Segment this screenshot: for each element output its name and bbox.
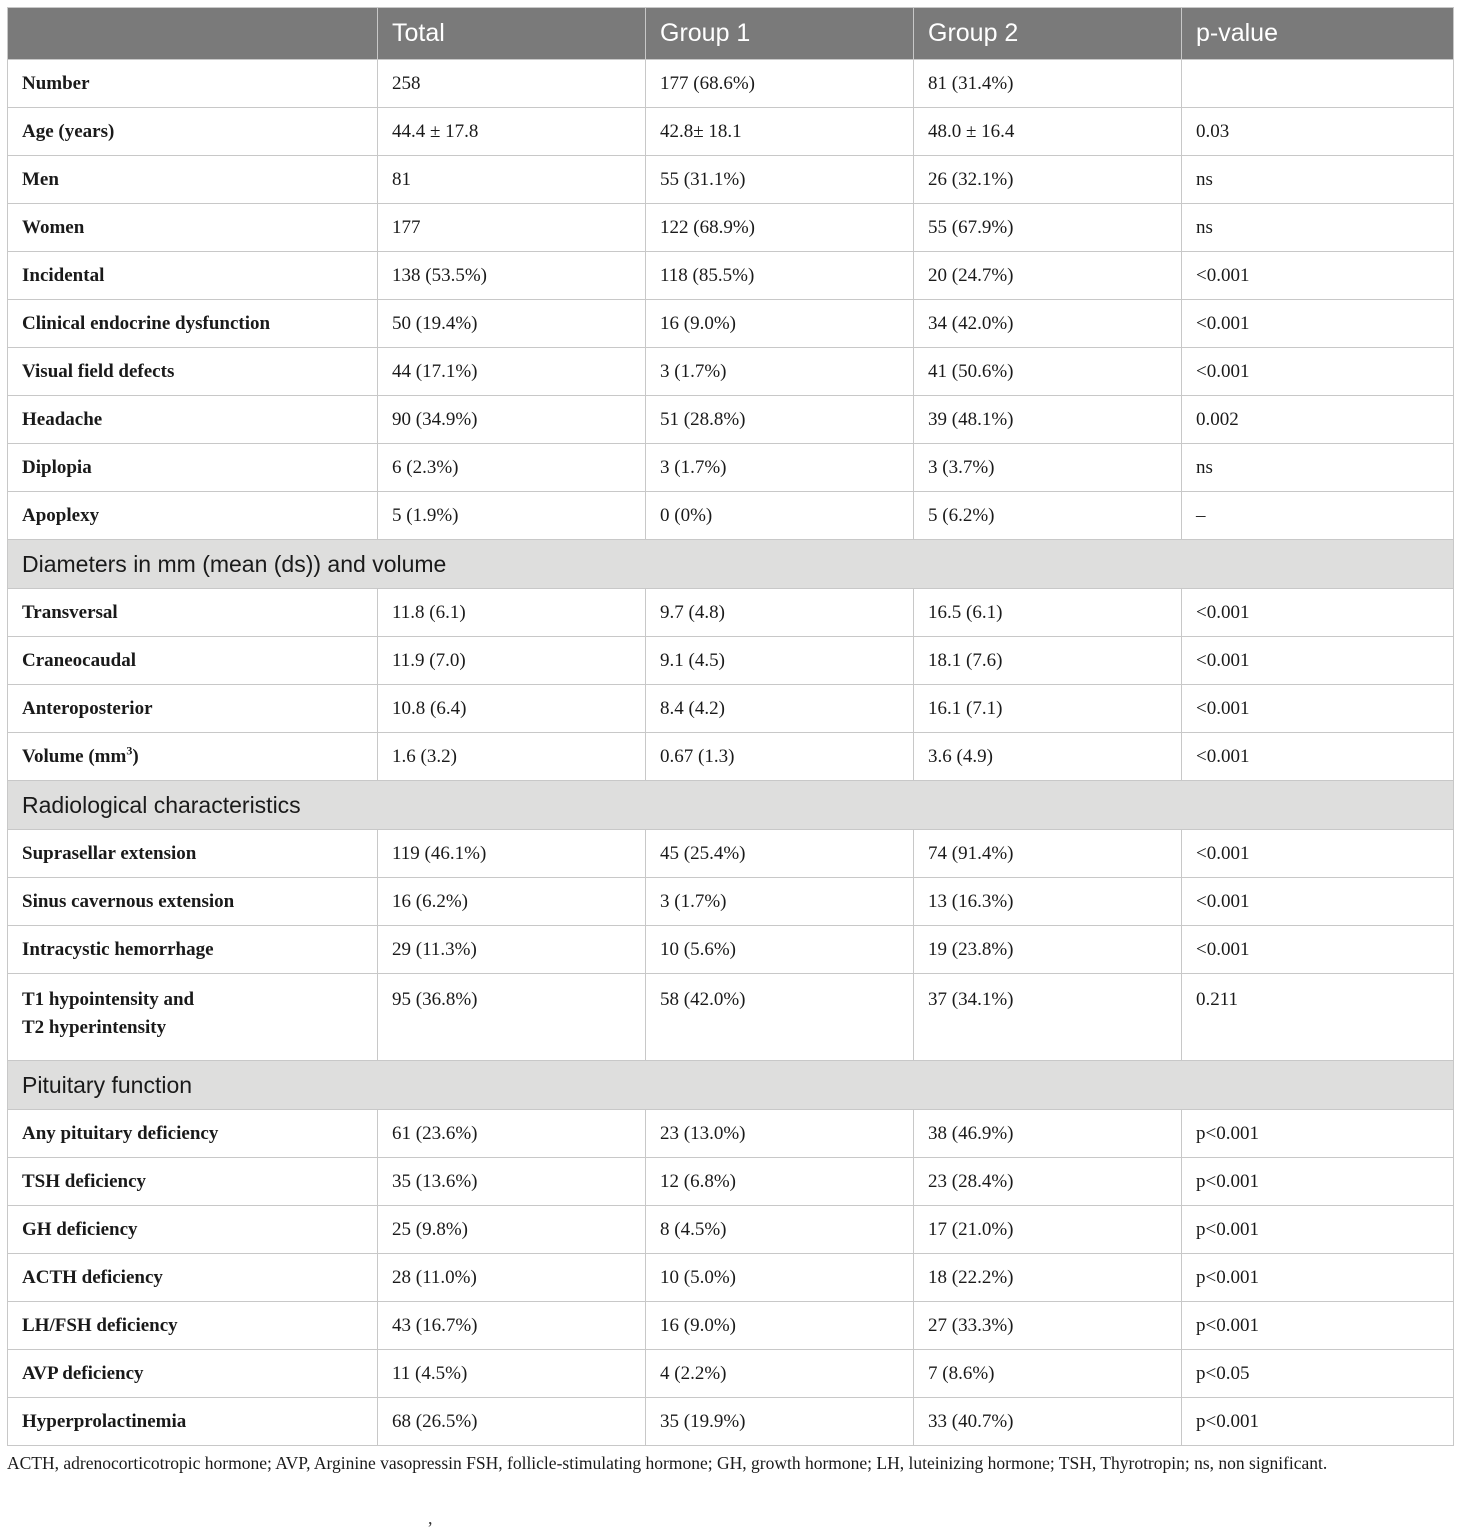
cell-total: 5 (1.9%): [378, 492, 646, 540]
cell-group1: 9.1 (4.5): [646, 637, 914, 685]
table-row: [8, 974, 1454, 1061]
cell-total: 61 (23.6%): [378, 1110, 646, 1158]
cell-group1: 42.8± 18.1: [646, 108, 914, 156]
header-p-value: p-value: [1182, 8, 1454, 60]
table-body: [8, 60, 1454, 1446]
row-label: Visual field defects: [8, 348, 378, 396]
section-heading-diameters: Diameters in mm (mean (ds)) and volume: [8, 540, 1454, 589]
cell-total: 11 (4.5%): [378, 1350, 646, 1398]
table-row: [8, 637, 1454, 685]
cell-group2: 37 (34.1%): [914, 974, 1182, 1061]
header-group2: Group 2: [914, 8, 1182, 60]
cell-group1: 3 (1.7%): [646, 444, 914, 492]
row-label: Anteroposterior: [8, 685, 378, 733]
cell-total: 11.9 (7.0): [378, 637, 646, 685]
row-label: Sinus cavernous extension: [8, 878, 378, 926]
cell-total: 138 (53.5%): [378, 252, 646, 300]
cell-group2: 27 (33.3%): [914, 1302, 1182, 1350]
cell-total: 29 (11.3%): [378, 926, 646, 974]
cell-total: 6 (2.3%): [378, 444, 646, 492]
cell-group2: 16.1 (7.1): [914, 685, 1182, 733]
cell-group2: 23 (28.4%): [914, 1158, 1182, 1206]
row-label: Apoplexy: [8, 492, 378, 540]
t1-label-line1: T1 hypointensity and: [22, 989, 195, 1010]
cell-p-value: <0.001: [1182, 878, 1454, 926]
cell-p-value: 0.002: [1182, 396, 1454, 444]
table-row: [8, 1158, 1454, 1206]
cell-total: 11.8 (6.1): [378, 589, 646, 637]
cell-group1: 23 (13.0%): [646, 1110, 914, 1158]
cell-total: 258: [378, 60, 646, 108]
cell-p-value: <0.001: [1182, 926, 1454, 974]
cell-group2: 48.0 ± 16.4: [914, 108, 1182, 156]
cell-p-value: <0.001: [1182, 348, 1454, 396]
cell-p-value: p<0.001: [1182, 1206, 1454, 1254]
table-row: [8, 60, 1454, 108]
volume-label-text: Volume (mm: [22, 745, 127, 767]
row-label: Men: [8, 156, 378, 204]
cell-p-value: ns: [1182, 444, 1454, 492]
cell-p-value: <0.001: [1182, 733, 1454, 781]
table-row: [8, 589, 1454, 637]
row-label: LH/FSH deficiency: [8, 1302, 378, 1350]
cell-group2: 34 (42.0%): [914, 300, 1182, 348]
cell-p-value: p<0.05: [1182, 1350, 1454, 1398]
cell-group1: 0.67 (1.3): [646, 733, 914, 781]
table-footnote: ACTH, adrenocorticotropic hormone; AVP, Arginine vasopressin FSH, follicle-stimulating hormone; GH, growth hormone; LH, luteinizing hormone; TSH, Thyrotropin; ns, non significant.: [7, 1453, 1328, 1473]
cell-group1: 8.4 (4.2): [646, 685, 914, 733]
cell-group2: 5 (6.2%): [914, 492, 1182, 540]
cell-group2: 17 (21.0%): [914, 1206, 1182, 1254]
table-row: [8, 300, 1454, 348]
cell-group1: 3 (1.7%): [646, 348, 914, 396]
cell-group1: 0 (0%): [646, 492, 914, 540]
section-row: [8, 781, 1454, 830]
row-label: [8, 974, 378, 1061]
section-row: [8, 540, 1454, 589]
row-label: Age (years): [8, 108, 378, 156]
cell-group1: 122 (68.9%): [646, 204, 914, 252]
section-heading-pituitary: Pituitary function: [8, 1061, 1454, 1110]
cell-group2: 39 (48.1%): [914, 396, 1182, 444]
row-label: ACTH deficiency: [8, 1254, 378, 1302]
cell-p-value: 0.211: [1182, 974, 1454, 1061]
table-row: [8, 156, 1454, 204]
cell-group1: 58 (42.0%): [646, 974, 914, 1061]
cell-total: 25 (9.8%): [378, 1206, 646, 1254]
table-row: [8, 830, 1454, 878]
cell-group1: 51 (28.8%): [646, 396, 914, 444]
row-label: Clinical endocrine dysfunction: [8, 300, 378, 348]
row-label: Transversal: [8, 589, 378, 637]
cell-p-value: p<0.001: [1182, 1254, 1454, 1302]
table-row: [8, 733, 1454, 781]
cell-p-value: ns: [1182, 156, 1454, 204]
cell-group2: 7 (8.6%): [914, 1350, 1182, 1398]
row-label: Intracystic hemorrhage: [8, 926, 378, 974]
cell-group2: 38 (46.9%): [914, 1110, 1182, 1158]
cell-group2: 19 (23.8%): [914, 926, 1182, 974]
cell-p-value: 0.03: [1182, 108, 1454, 156]
table-row: [8, 1302, 1454, 1350]
cell-total: 28 (11.0%): [378, 1254, 646, 1302]
cell-group2: 55 (67.9%): [914, 204, 1182, 252]
cell-p-value: p<0.001: [1182, 1158, 1454, 1206]
cell-total: 16 (6.2%): [378, 878, 646, 926]
cell-group2: 18.1 (7.6): [914, 637, 1182, 685]
cell-p-value: <0.001: [1182, 300, 1454, 348]
volume-label-close: ): [132, 745, 139, 767]
cell-group2: 26 (32.1%): [914, 156, 1182, 204]
cell-group1: 35 (19.9%): [646, 1398, 914, 1446]
cell-p-value: p<0.001: [1182, 1398, 1454, 1446]
row-label: Craneocaudal: [8, 637, 378, 685]
cell-p-value: <0.001: [1182, 589, 1454, 637]
row-label: AVP deficiency: [8, 1350, 378, 1398]
cell-group1: 55 (31.1%): [646, 156, 914, 204]
cell-group2: 20 (24.7%): [914, 252, 1182, 300]
table-header: [8, 8, 1454, 60]
cell-p-value: p<0.001: [1182, 1110, 1454, 1158]
cell-group1: 12 (6.8%): [646, 1158, 914, 1206]
cell-group1: 177 (68.6%): [646, 60, 914, 108]
cell-total: 81: [378, 156, 646, 204]
table-row: [8, 1254, 1454, 1302]
table-row: [8, 878, 1454, 926]
header-row: [8, 8, 1454, 60]
cell-group1: 16 (9.0%): [646, 300, 914, 348]
cell-group1: 10 (5.6%): [646, 926, 914, 974]
row-label: Any pituitary deficiency: [8, 1110, 378, 1158]
cell-total: 50 (19.4%): [378, 300, 646, 348]
row-label: GH deficiency: [8, 1206, 378, 1254]
cell-total: 35 (13.6%): [378, 1158, 646, 1206]
cell-p-value: <0.001: [1182, 685, 1454, 733]
cell-total: 1.6 (3.2): [378, 733, 646, 781]
row-label: Number: [8, 60, 378, 108]
table-row: [8, 252, 1454, 300]
cell-p-value: [1182, 60, 1454, 108]
cell-group2: 16.5 (6.1): [914, 589, 1182, 637]
row-label: Incidental: [8, 252, 378, 300]
table-row: [8, 348, 1454, 396]
cell-group2: 74 (91.4%): [914, 830, 1182, 878]
cell-group2: 33 (40.7%): [914, 1398, 1182, 1446]
table-row: [8, 685, 1454, 733]
cell-p-value: p<0.001: [1182, 1302, 1454, 1350]
cell-group1: 16 (9.0%): [646, 1302, 914, 1350]
cell-total: 44.4 ± 17.8: [378, 108, 646, 156]
volume-label-superscript: 3: [126, 743, 133, 758]
cell-total: 95 (36.8%): [378, 974, 646, 1061]
row-label: Women: [8, 204, 378, 252]
table-row: [8, 492, 1454, 540]
header-group1: Group 1: [646, 8, 914, 60]
row-label: Headache: [8, 396, 378, 444]
table-row: [8, 1398, 1454, 1446]
t1-label-line2: T2 hyperintensity: [22, 1017, 167, 1038]
cell-group2: 41 (50.6%): [914, 348, 1182, 396]
cell-total: 44 (17.1%): [378, 348, 646, 396]
cell-group2: 81 (31.4%): [914, 60, 1182, 108]
section-row: [8, 1061, 1454, 1110]
cell-p-value: ns: [1182, 204, 1454, 252]
header-label-cell: [8, 8, 378, 60]
table-row: [8, 1110, 1454, 1158]
cell-group2: 3 (3.7%): [914, 444, 1182, 492]
row-label: TSH deficiency: [8, 1158, 378, 1206]
header-total: Total: [378, 8, 646, 60]
stray-mark: ,: [428, 1508, 433, 1528]
table-row: [8, 204, 1454, 252]
cell-group1: 8 (4.5%): [646, 1206, 914, 1254]
cell-total: 10.8 (6.4): [378, 685, 646, 733]
cell-group2: 13 (16.3%): [914, 878, 1182, 926]
cell-p-value: <0.001: [1182, 830, 1454, 878]
cell-p-value: <0.001: [1182, 252, 1454, 300]
cell-group1: 118 (85.5%): [646, 252, 914, 300]
row-label: [8, 733, 378, 781]
cell-group1: 4 (2.2%): [646, 1350, 914, 1398]
cell-group2: 3.6 (4.9): [914, 733, 1182, 781]
cell-group1: 9.7 (4.8): [646, 589, 914, 637]
cell-total: 68 (26.5%): [378, 1398, 646, 1446]
cell-total: 177: [378, 204, 646, 252]
table-row: [8, 1350, 1454, 1398]
section-heading-radiological: Radiological characteristics: [8, 781, 1454, 830]
table-row: [8, 396, 1454, 444]
cell-p-value: –: [1182, 492, 1454, 540]
cell-total: 43 (16.7%): [378, 1302, 646, 1350]
table-row: [8, 108, 1454, 156]
cell-group2: 18 (22.2%): [914, 1254, 1182, 1302]
table-row: [8, 1206, 1454, 1254]
characteristics-table: [7, 7, 1454, 1446]
cell-group1: 10 (5.0%): [646, 1254, 914, 1302]
row-label: Hyperprolactinemia: [8, 1398, 378, 1446]
cell-p-value: <0.001: [1182, 637, 1454, 685]
row-label: Diplopia: [8, 444, 378, 492]
cell-total: 119 (46.1%): [378, 830, 646, 878]
table-row: [8, 926, 1454, 974]
cell-total: 90 (34.9%): [378, 396, 646, 444]
cell-group1: 3 (1.7%): [646, 878, 914, 926]
row-label: Suprasellar extension: [8, 830, 378, 878]
table-row: [8, 444, 1454, 492]
cell-group1: 45 (25.4%): [646, 830, 914, 878]
